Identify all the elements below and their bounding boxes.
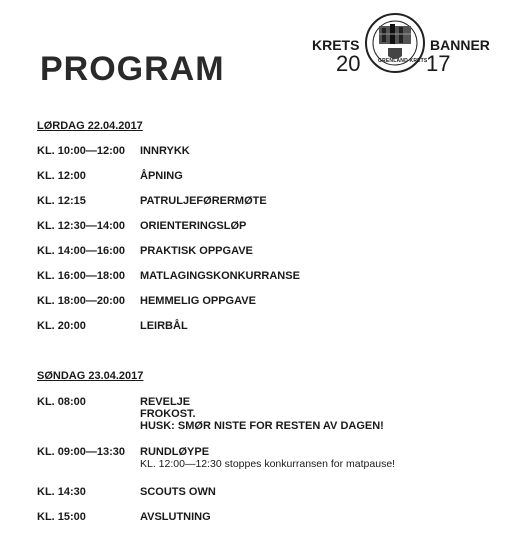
row-activity <box>140 396 384 432</box>
activity-note: KL. 12:00—12:30 stoppes konkurransen for matpause! <box>140 458 396 470</box>
row-activity: INNRYKK <box>140 145 190 157</box>
activity-line: AVSLUTNING <box>140 511 211 523</box>
row-activity: HEMMELIG OPPGAVE <box>140 295 256 307</box>
row-activity <box>140 446 395 470</box>
row-time: KL. 16:00—18:00 <box>37 270 126 282</box>
row-time: KL. 10:00—12:00 <box>37 145 126 157</box>
logo-year-right: 17 <box>426 51 451 76</box>
row-activity: PATRULJEFØRERMØTE <box>140 195 267 207</box>
row-activity <box>140 511 211 523</box>
page-title: PROGRAM <box>40 50 225 88</box>
row-time: KL. 14:00—16:00 <box>37 245 126 257</box>
row-time: KL. 20:00 <box>37 320 86 332</box>
row-time: KL. 12:30—14:00 <box>37 220 126 232</box>
row-activity: MATLAGINGSKONKURRANSE <box>140 270 300 282</box>
row-time: KL. 12:15 <box>37 195 86 207</box>
activity-line: HUSK: SMØR NISTE FOR RESTEN AV DAGEN! <box>140 420 384 432</box>
row-activity: LEIRBÅL <box>140 320 188 332</box>
row-activity: ORIENTERINGSLØP <box>140 220 247 232</box>
activity-line: FROKOST. <box>140 408 196 420</box>
row-time: KL. 12:00 <box>37 170 86 182</box>
emblem-icon <box>364 12 426 74</box>
row-time: KL. 08:00 <box>37 396 86 408</box>
logo-ring-text: GRENLAND KRETS <box>378 58 428 64</box>
logo-word-banner: BANNER <box>430 37 490 53</box>
row-time: KL. 09:00—13:30 <box>37 446 126 458</box>
day-heading-saturday: LØRDAG 22.04.2017 <box>37 120 143 132</box>
row-time: KL. 15:00 <box>37 511 86 523</box>
logo-word-krets: KRETS <box>312 37 360 53</box>
row-time: KL. 14:30 <box>37 486 86 498</box>
activity-line: SCOUTS OWN <box>140 486 216 498</box>
row-activity: ÅPNING <box>140 170 183 182</box>
krets-banner-logo <box>312 10 490 76</box>
row-activity <box>140 486 216 498</box>
activity-line: RUNDLØYPE <box>140 446 210 458</box>
day-heading-sunday: SØNDAG 23.04.2017 <box>37 370 144 382</box>
activity-line: REVELJE <box>140 396 191 408</box>
logo-year-left: 20 <box>336 51 361 76</box>
row-time: KL. 18:00—20:00 <box>37 295 126 307</box>
row-activity: PRAKTISK OPPGAVE <box>140 245 253 257</box>
